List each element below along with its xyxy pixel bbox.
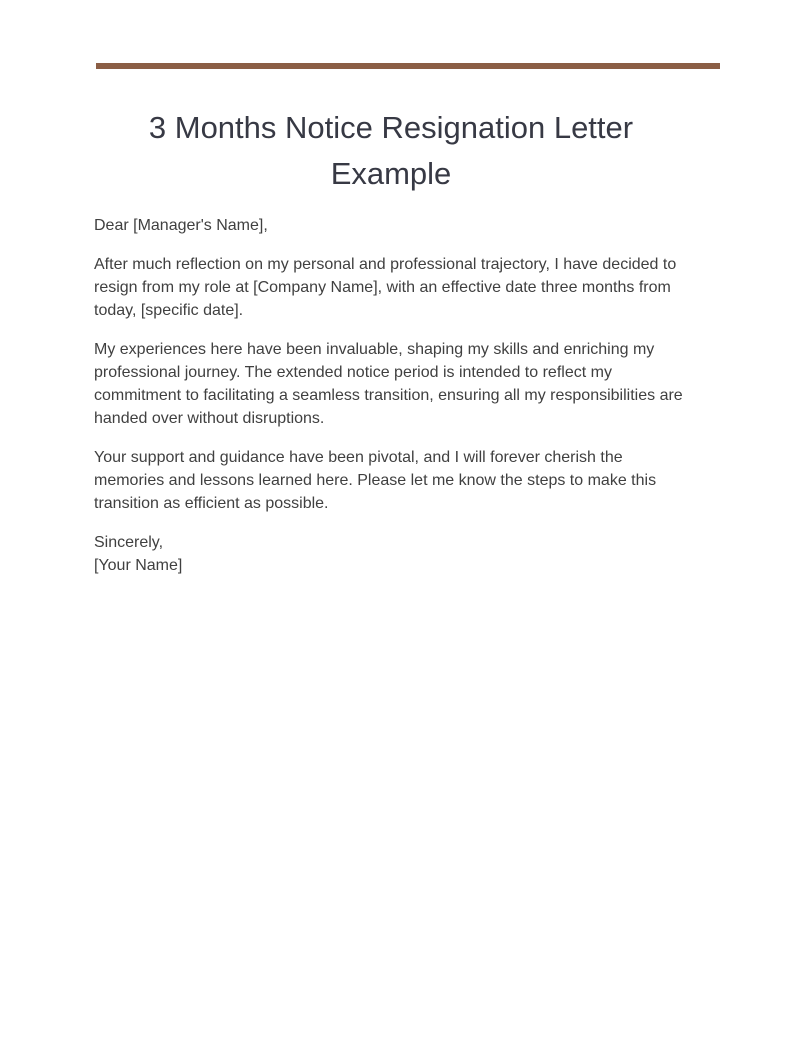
paragraph-gratitude: Your support and guidance have been pivotal, and I will forever cherish the memories and lessons learned here. Please let me know the steps to make this transition as efficient as possible.	[94, 449, 657, 512]
salutation: Dear [Manager's Name],	[94, 217, 268, 234]
paragraph-experience: My experiences here have been invaluable, shaping my skills and enriching my professional journey. The extended notice period is intended to reflect my commitment to facilitating a seamless transition, ensuring all my responsibilities are handed over without disruptions.	[94, 341, 683, 427]
paragraph-intro: After much reflection on my personal and professional trajectory, I have decided to resign from my role at [Company Name], with an effective date three months from today, [specific date].	[94, 256, 677, 319]
header-accent-bar	[96, 63, 720, 69]
letter-body	[94, 214, 694, 577]
signature: [Your Name]	[94, 557, 183, 574]
closing-block	[94, 531, 694, 577]
closing-line: Sincerely,	[94, 534, 164, 551]
document-title: 3 Months Notice Resignation Letter Example	[148, 110, 634, 191]
